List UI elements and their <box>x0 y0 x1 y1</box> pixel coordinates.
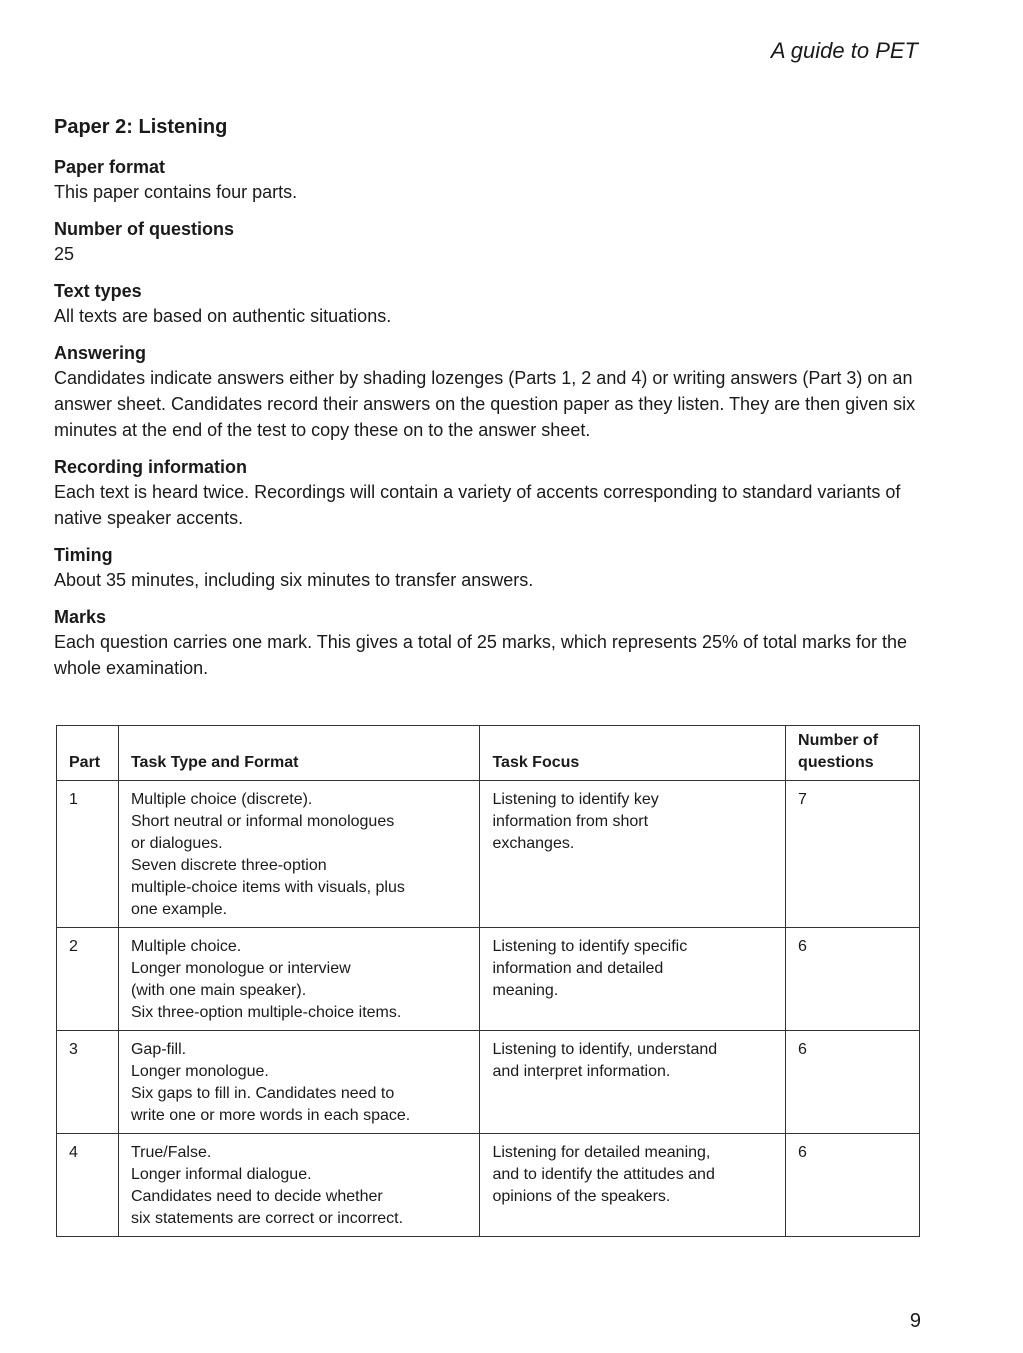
section-heading: Marks <box>54 607 107 627</box>
cell-line: and interpret information. <box>492 1063 671 1080</box>
section-body: Each question carries one mark. This gives a total of 25 marks, which represents 25% of total marks for the whole examination. <box>54 632 908 678</box>
section-number-of-questions <box>54 217 924 267</box>
cell-task-focus <box>480 1031 786 1134</box>
section-body: Each text is heard twice. Recordings will contain a variety of accents corresponding to standard variants of native speaker accents. <box>54 482 901 528</box>
cell-line: Listening to identify key <box>492 791 659 808</box>
table-row <box>57 1134 920 1237</box>
cell-line: or dialogues. <box>130 835 223 852</box>
cell-number-of-questions: 7 <box>786 781 920 928</box>
cell-line: (with one main speaker). <box>130 982 307 999</box>
cell-line: Six three-option multiple-choice items. <box>130 1004 402 1021</box>
cell-line: multiple-choice items with visuals, plus <box>130 879 405 896</box>
cell-line: Listening for detailed meaning, <box>492 1144 711 1161</box>
cell-line: Multiple choice. <box>130 938 242 955</box>
header-line: questions <box>798 754 874 771</box>
section-paper-format <box>54 155 924 205</box>
cell-task-type <box>118 1031 479 1134</box>
table-row <box>57 1031 920 1134</box>
section-text-types <box>54 279 924 329</box>
running-head: A guide to PET <box>770 38 918 63</box>
cell-line: opinions of the speakers. <box>492 1188 671 1205</box>
cell-task-focus <box>480 1134 786 1237</box>
cell-task-type <box>118 1134 479 1237</box>
cell-line: True/False. <box>130 1144 212 1161</box>
section-recording-information <box>54 455 924 531</box>
header-line: Number of <box>798 732 879 749</box>
listening-parts-table <box>56 725 920 1237</box>
cell-task-type <box>118 781 479 928</box>
cell-line: information and detailed <box>492 960 664 977</box>
cell-line: Longer monologue. <box>130 1063 269 1080</box>
table-row <box>57 781 920 928</box>
cell-line: Six gaps to fill in. Candidates need to <box>130 1085 395 1102</box>
cell-part: 3 <box>57 1031 119 1134</box>
page-title: Paper 2: Listening <box>54 116 228 138</box>
section-body: All texts are based on authentic situations. <box>54 306 392 326</box>
header-task-focus: Task Focus <box>480 726 786 781</box>
cell-line: Listening to identify, understand <box>492 1041 718 1058</box>
cell-line: one example. <box>130 901 228 918</box>
section-heading: Answering <box>54 343 147 363</box>
cell-number-of-questions: 6 <box>786 1031 920 1134</box>
section-answering <box>54 341 924 443</box>
cell-task-focus <box>480 781 786 928</box>
section-heading: Paper format <box>54 157 166 177</box>
table-header-row <box>57 726 920 781</box>
cell-task-focus <box>480 928 786 1031</box>
cell-line: meaning. <box>492 982 559 999</box>
cell-number-of-questions: 6 <box>786 1134 920 1237</box>
cell-line: exchanges. <box>492 835 575 852</box>
cell-line: Longer informal dialogue. <box>130 1166 312 1183</box>
section-timing <box>54 543 924 593</box>
header-task-type: Task Type and Format <box>118 726 479 781</box>
section-body: Candidates indicate answers either by shading lozenges (Parts 1, 2 and 4) or writing answers (Part 3) on an answer sheet. Candidates record their answers on the question paper as they listen. They are then given six minutes at the end of the test to copy these on to the answer sheet. <box>54 368 916 440</box>
cell-line: Multiple choice (discrete). <box>130 791 313 808</box>
section-heading: Timing <box>54 545 113 565</box>
cell-part: 2 <box>57 928 119 1031</box>
section-heading: Text types <box>54 281 142 301</box>
cell-line: Short neutral or informal monologues <box>130 813 395 830</box>
page-number: 9 <box>909 1310 921 1332</box>
section-body: About 35 minutes, including six minutes to transfer answers. <box>54 570 534 590</box>
cell-number-of-questions: 6 <box>786 928 920 1031</box>
cell-line: six statements are correct or incorrect. <box>130 1210 404 1227</box>
section-marks <box>54 605 924 681</box>
cell-line: write one or more words in each space. <box>130 1107 411 1124</box>
header-part: Part <box>57 726 119 781</box>
main-content <box>54 116 924 693</box>
cell-line: Longer monologue or interview <box>130 960 351 977</box>
cell-task-type <box>118 928 479 1031</box>
cell-part: 1 <box>57 781 119 928</box>
header-number-of-questions <box>786 726 920 781</box>
table-row <box>57 928 920 1031</box>
cell-line: Candidates need to decide whether <box>130 1188 383 1205</box>
cell-line: Listening to identify specific <box>492 938 688 955</box>
section-heading: Recording information <box>54 457 247 477</box>
cell-part: 4 <box>57 1134 119 1237</box>
cell-line: and to identify the attitudes and <box>492 1166 715 1183</box>
section-body: 25 <box>54 244 75 264</box>
section-heading: Number of questions <box>54 219 235 239</box>
cell-line: Seven discrete three-option <box>130 857 327 874</box>
cell-line: information from short <box>492 813 649 830</box>
cell-line: Gap-fill. <box>130 1041 187 1058</box>
section-body: This paper contains four parts. <box>54 182 298 202</box>
